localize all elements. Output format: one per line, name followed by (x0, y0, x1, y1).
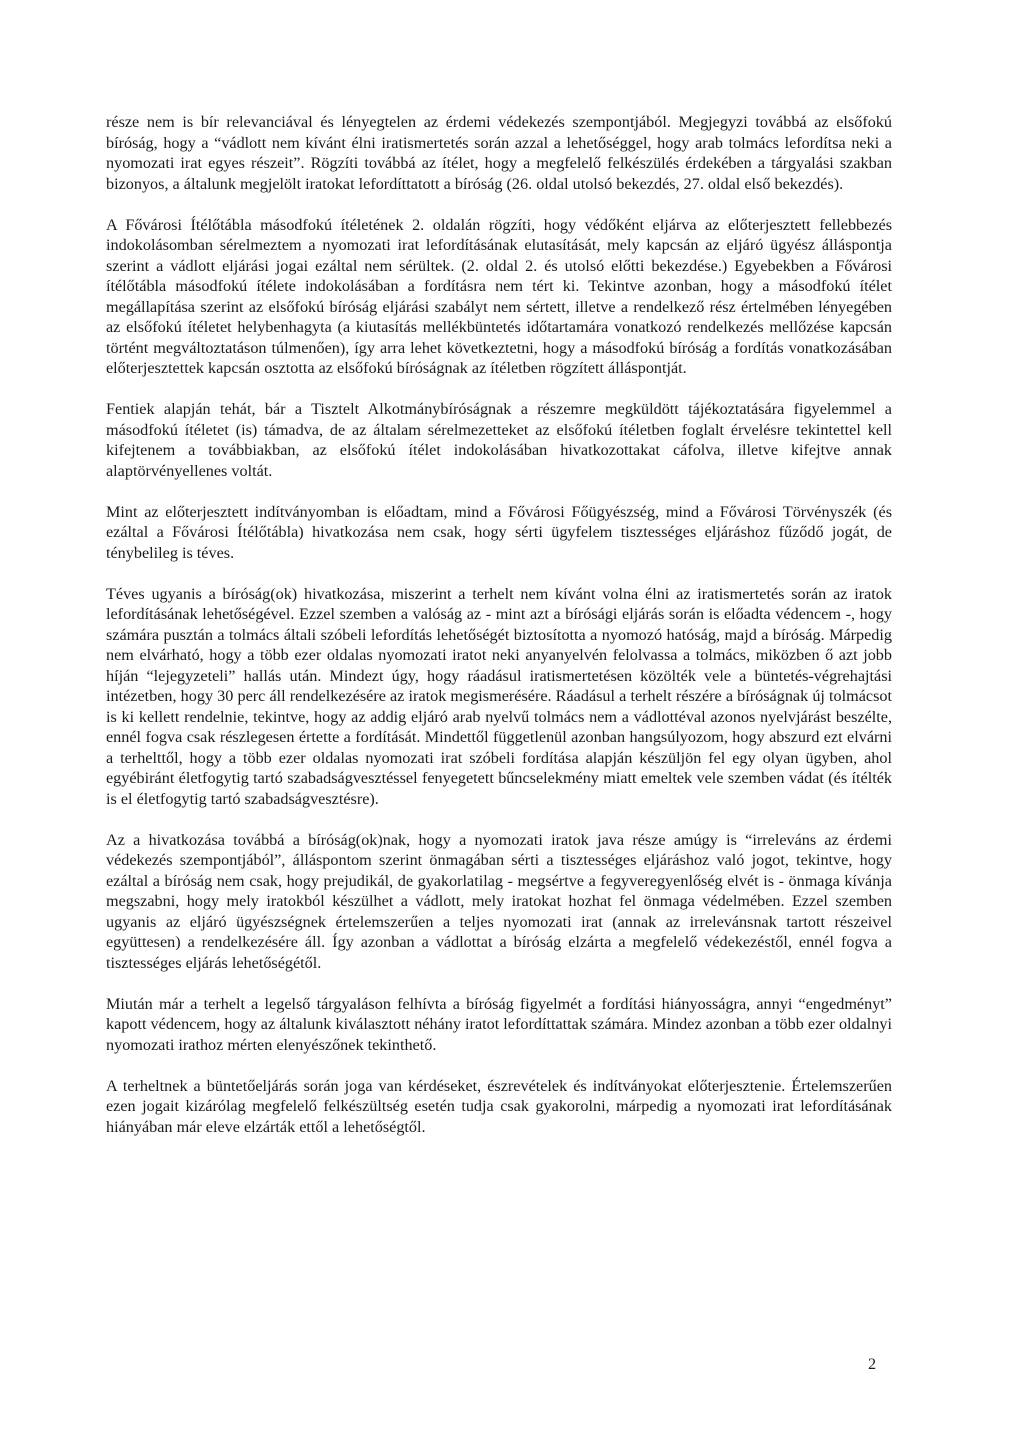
paragraph-8: A terheltnek a büntetőeljárás során joga van kérdéseket, észrevételek és indítványokat előterjesztenie. Értelemszerűen ezen jogait kizárólag megfelelő felkészültség esetén tudja csak gyakorolni, márpedig a nyomozati irat lefordításának hiányában már eleve elzárták ettől a lehetőségtől. (106, 1076, 892, 1136)
paragraph-2: A Fővárosi Ítélőtábla másodfokú ítéletének 2. oldalán rögzíti, hogy védőként eljárva az előterjesztett fellebbezés indokolásomban sérelmeztem a nyomozati irat lefordításának elutasítását, mely kapcsán az eljáró ügyész álláspontja szerint a vádlott eljárási jogai ezáltal nem sérültek. (2. oldal 2. és utolsó előtti bekezdése.) Egyebekben a Fővárosi ítélőtábla másodfokú ítélete indokolásában a fordításra nem tért ki. Tekintve azonban, hogy a másodfokú ítélet megállapítása szerint az elsőfokú bíróság eljárási szabályt nem sértett, illetve a rendelkező rész értelmében lényegében az elsőfokú ítéletet helybenhagyta (a kiutasítás mellékbüntetés időtartamára vonatkozó rendelkezés mellőzése kapcsán történt megváltoztatáson túlmenően), így arra lehet következtetni, hogy a másodfokú bíróság a fordítás vonatkozásában előterjesztettek kapcsán osztotta az elsőfokú bíróságnak az ítéletben rögzített álláspontját. (106, 215, 892, 377)
document-body (106, 112, 892, 1158)
paragraph-7: Miután már a terhelt a legelső tárgyaláson felhívta a bíróság figyelmét a fordítási hiányosságra, annyi “engedményt” kapott védencem, hogy az általunk kiválasztott néhány iratot lefordíttattak számára. Mindez azonban a több ezer oldalnyi nyomozati irathoz mérten elenyészőnek tekinthető. (106, 994, 892, 1054)
paragraph-4: Mint az előterjesztett indítványomban is előadtam, mind a Fővárosi Főügyészség, mind a Fővárosi Törvényszék (és ezáltal a Fővárosi Ítélőtábla) hivatkozása nem csak, hogy sérti ügyfelem tisztességes eljáráshoz fűződő jogát, de ténybelileg is téves. (106, 502, 892, 562)
paragraph-3: Fentiek alapján tehát, bár a Tisztelt Alkotmánybíróságnak a részemre megküldött tájékoztatására figyelemmel a másodfokú ítéletet (is) támadva, de az általam sérelmezetteket az elsőfokú ítéletben foglalt érvelésre tekintettel kell kifejtenem a továbbiakban, az elsőfokú ítélet indokolásában hivatkozottakat cáfolva, illetve kifejtve annak alaptörvényellenes voltát. (106, 400, 892, 480)
paragraph-5: Téves ugyanis a bíróság(ok) hivatkozása, miszerint a terhelt nem kívánt volna élni az iratismertetés során az iratok lefordításának lehetőségével. Ezzel szemben a valóság az - mint azt a bírósági eljárás során is előadta védencem -, hogy számára pusztán a tolmács általi szóbeli lefordítás lehetőségét biztosította a nyomozó hatóság, majd a bíróság. Márpedig nem elvárható, hogy a több ezer oldalas nyomozati iratot neki anyanyelvén felolvassa a tolmács, miközben ő azt jobb híján “lejegyzeteli” hallás után. Mindezt úgy, hogy ráadásul iratismertetésen közölték vele a büntetés-végrehajtási intézetben, hogy 30 perc áll rendelkezésére az iratok megismerésére. Ráadásul a terhelt részére a bíróságnak új tolmácsot is ki kellett rendelnie, tekintve, hogy az addig eljáró arab nyelvű tolmács nem a vádlottéval azonos nyelvjárást beszélte, ennél fogva csak részlegesen értette a fordítását. Mindettől függetlenül azonban hangsúlyozom, hogy abszurd ezt elvárni a terhelttől, hogy a több ezer oldalas nyomozati irat szóbeli fordítása alapján készüljön fel egy olyan ügyben, ahol egyébiránt életfogytig tartó szabadságvesztéssel fenyegetett bűncselekmény miatt emeltek vele szemben vádat (és ítélték is el életfogytig tartó szabadságvesztésre). (106, 584, 892, 808)
paragraph-1: része nem is bír relevanciával és lényegtelen az érdemi védekezés szempontjából. Megjegyzi továbbá az elsőfokú bíróság, hogy a “vádlott nem kívánt élni iratismertetés során azzal a lehetőséggel, hogy arab tolmács lefordítsa neki a nyomozati irat egyes részeit”. Rögzíti továbbá az ítélet, hogy a megfelelő felkészülés érdekében a tárgyalási szakban bizonyos, a általunk megjelölt iratokat lefordíttatott a bíróság (26. oldal utolsó bekezdés, 27. oldal első bekezdés). (106, 113, 892, 193)
paragraph-6: Az a hivatkozása továbbá a bíróság(ok)nak, hogy a nyomozati iratok java része amúgy is “irreleváns az érdemi védekezés szempontjából”, álláspontom szerint önmagában sérti a tisztességes eljáráshoz való jogot, tekintve, hogy ezáltal a bíróság nem csak, hogy prejudikál, de gyakorlatilag - megsértve a fegyveregyenlőség elvét is - önmaga kívánja megszabni, hogy mely iratokból készülhet a vádlott, mely iratokat hozhat fel önmaga védelmében. Ezzel szemben ugyanis az eljáró ügyészségnek értelemszerűen a teljes nyomozati irat (annak az irrelevánsnak tartott részeivel együttesen) a rendelkezésére áll. Így azonban a vádlottat a bíróság elzárta a megfelelő védekezéstől, ennél fogva a tisztességes eljárás lehetőségétől. (106, 830, 892, 972)
page-number: 2 (868, 1355, 877, 1373)
